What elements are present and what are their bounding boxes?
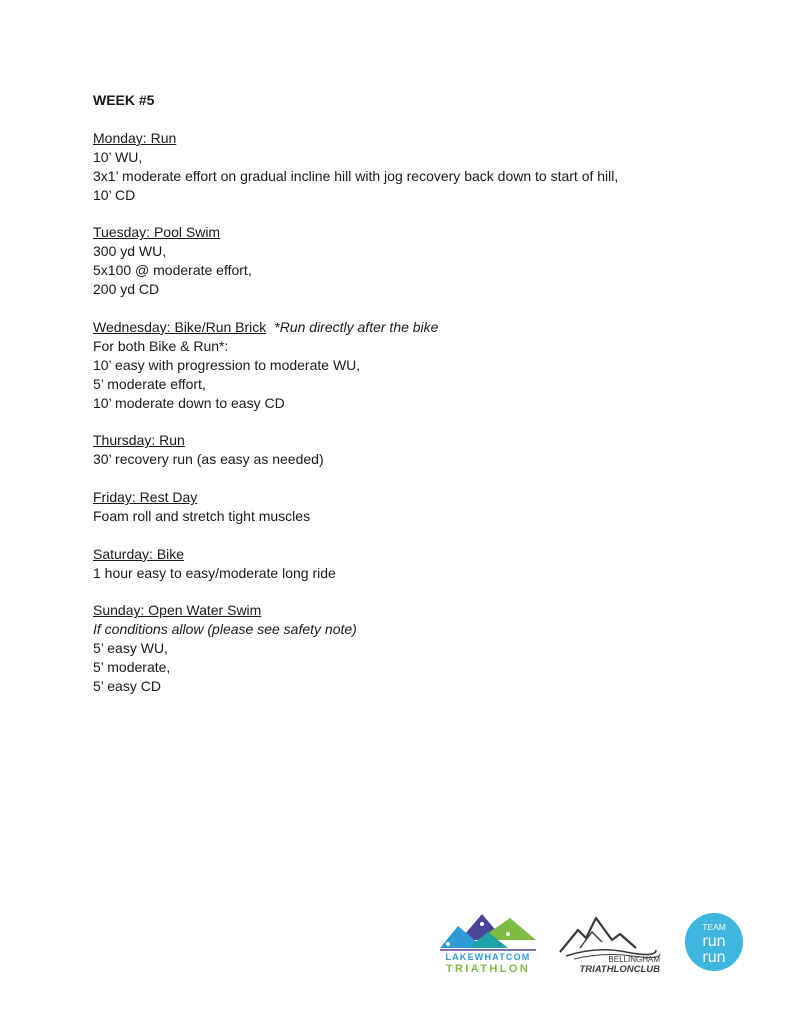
day-header	[93, 129, 733, 148]
lake-whatcom-text: LAKEWHATCOM	[445, 952, 531, 962]
lake-whatcom-triathlon-logo	[438, 910, 538, 974]
day-header	[93, 318, 733, 337]
workout-line: If conditions allow (please see safety note)	[93, 621, 357, 638]
workout-line: 300 yd WU,	[93, 243, 167, 260]
spacer	[93, 299, 733, 318]
week-title: WEEK #5	[93, 92, 155, 108]
bellingham-triathlon-club-logo	[556, 912, 664, 974]
workout-line: 5’ moderate effort,	[93, 375, 206, 392]
workout-line: 1 hour easy to easy/moderate long ride	[93, 564, 336, 581]
day-section	[93, 545, 733, 583]
day-section	[93, 431, 733, 469]
day-title: Friday: Rest Day	[93, 489, 198, 506]
workout-line: 30’ recovery run (as easy as needed)	[93, 451, 324, 468]
workout-line: 5’ easy WU,	[93, 640, 168, 657]
mountain-outline	[560, 918, 636, 952]
triathlon-text: TRIATHLON	[445, 963, 531, 974]
run-text-2: run	[702, 949, 726, 966]
workout-line: 10’ CD	[93, 186, 136, 203]
day-section	[93, 223, 733, 299]
day-title: Tuesday: Pool Swim	[93, 224, 221, 241]
day-section	[93, 318, 733, 413]
team-text: TEAM	[702, 922, 726, 932]
day-title: Monday: Run	[93, 129, 177, 146]
workout-line: 10’ moderate down to easy CD	[93, 394, 285, 411]
day-header	[93, 545, 733, 564]
runner-icon	[506, 932, 510, 936]
triathlon-club-text: TRIATHLONCLUB	[579, 964, 660, 974]
day-title: Saturday: Bike	[93, 545, 185, 562]
workout-line: Foam roll and stretch tight muscles	[93, 507, 311, 524]
spacer	[93, 412, 733, 431]
workout-line: 10’ easy with progression to moderate WU,	[93, 356, 361, 373]
day-title: Wednesday: Bike/Run Brick	[93, 318, 267, 335]
workout-line: 5’ moderate,	[93, 659, 171, 676]
workout-line: 5’ easy CD	[93, 678, 161, 695]
day-section	[93, 601, 733, 696]
spacer	[93, 583, 733, 602]
run-text-1: run	[702, 933, 726, 950]
day-header	[93, 488, 733, 507]
spacer	[93, 205, 733, 224]
day-section	[93, 129, 733, 205]
day-section	[93, 488, 733, 526]
bellingham-text: BELLINGHAM	[608, 955, 660, 964]
day-title: Sunday: Open Water Swim	[93, 602, 262, 619]
cyclist-icon	[480, 922, 484, 926]
spacer	[93, 110, 733, 129]
workout-line: For both Bike & Run*:	[93, 337, 229, 354]
day-note: *Run directly after the bike	[274, 318, 439, 335]
day-title: Thursday: Run	[93, 432, 185, 449]
document-body	[93, 91, 733, 696]
spacer	[93, 469, 733, 488]
team-run-run-logo	[684, 912, 744, 972]
day-header	[93, 431, 733, 450]
workout-line: 200 yd CD	[93, 281, 160, 298]
day-header	[93, 601, 733, 620]
sponsor-logos	[438, 908, 748, 978]
workout-line: 5x100 @ moderate effort,	[93, 262, 252, 279]
day-header	[93, 223, 733, 242]
spacer	[93, 526, 733, 545]
workout-line: 3x1’ moderate effort on gradual incline hill with jog recovery back down to start of hill,	[93, 167, 619, 184]
workout-line: 10’ WU,	[93, 148, 143, 165]
days-list	[93, 129, 733, 696]
swimmer-icon	[446, 942, 450, 946]
